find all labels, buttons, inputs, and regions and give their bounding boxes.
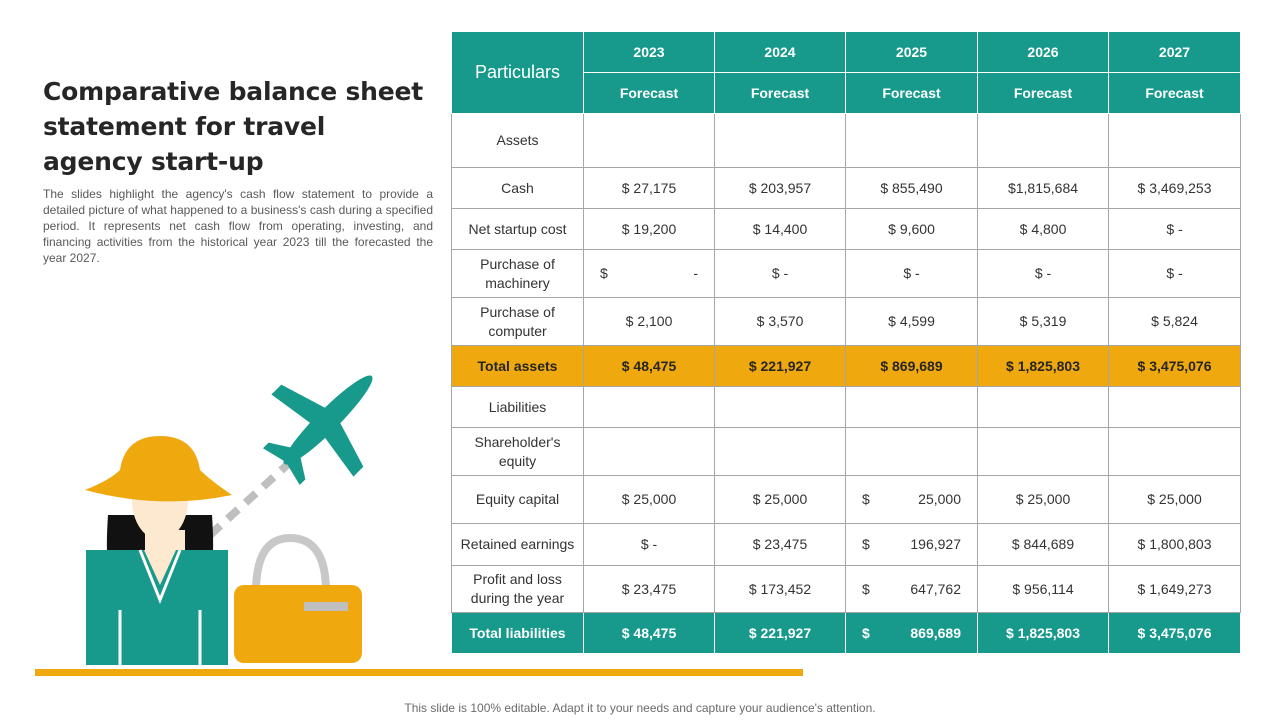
table-cell: $ 23,475 <box>584 566 715 613</box>
table-cell: $ 27,175 <box>584 168 715 209</box>
travel-bag-icon <box>234 538 362 663</box>
table-cell: $ 2,100 <box>584 298 715 346</box>
table-cell: $ - <box>715 250 846 298</box>
forecast-header: Forecast <box>846 73 978 114</box>
decorative-baseline <box>35 669 803 676</box>
table-cell: $ 1,649,273 <box>1109 566 1241 613</box>
table-row-cash <box>452 168 1241 209</box>
table-row-total-assets <box>452 346 1241 387</box>
row-label: Retained earnings <box>452 524 584 566</box>
table-cell <box>846 524 978 566</box>
currency-symbol: $ <box>862 491 870 507</box>
table-cell: $ 4,800 <box>978 209 1109 250</box>
year-header-2024: 2024 <box>715 32 846 73</box>
forecast-header: Forecast <box>978 73 1109 114</box>
table-cell: $ 25,000 <box>1109 476 1241 524</box>
currency-symbol: $ <box>862 624 870 641</box>
currency-symbol: $ <box>600 265 608 281</box>
table-cell: $ 5,319 <box>978 298 1109 346</box>
table-cell: $ - <box>978 250 1109 298</box>
row-label: Purchase of machinery <box>452 250 584 298</box>
table-cell: $ 1,825,803 <box>978 613 1109 654</box>
traveler-woman-icon <box>85 436 232 665</box>
currency-symbol: $ <box>862 580 870 597</box>
table-cell: $ 956,114 <box>978 566 1109 613</box>
particulars-header: Particulars <box>452 32 584 114</box>
table-header-years-row <box>452 32 1241 73</box>
table-cell <box>846 476 978 524</box>
row-label: Equity capital <box>452 476 584 524</box>
slide-title: Comparative balance sheet statement for travel agency start-up <box>43 77 424 176</box>
table-cell: $ 9,600 <box>846 209 978 250</box>
table-cell: $ 48,475 <box>584 613 715 654</box>
row-label: Profit and loss during the year <box>452 566 584 613</box>
cell-value: 647,762 <box>910 580 961 597</box>
cell-value: - <box>693 265 698 281</box>
table-cell: $ 221,927 <box>715 346 846 387</box>
table-cell <box>584 250 715 298</box>
table-row-purchase-machinery <box>452 250 1241 298</box>
table-cell: $ 3,475,076 <box>1109 346 1241 387</box>
row-label: Total assets <box>452 346 584 387</box>
table-cell: $ - <box>1109 250 1241 298</box>
year-header-2026: 2026 <box>978 32 1109 73</box>
table-cell: $ 3,570 <box>715 298 846 346</box>
table-row-equity-capital <box>452 476 1241 524</box>
year-header-2023: 2023 <box>584 32 715 73</box>
table-cell: $ 173,452 <box>715 566 846 613</box>
row-label: Liabilities <box>452 387 584 428</box>
table-cell: $ 203,957 <box>715 168 846 209</box>
table-cell <box>846 566 978 613</box>
table-cell: $ 25,000 <box>978 476 1109 524</box>
table-row-liabilities <box>452 387 1241 428</box>
row-label: Net startup cost <box>452 209 584 250</box>
slide-footer: This slide is 100% editable. Adapt it to your needs and capture your audience's attention. <box>404 701 876 715</box>
year-header-2027: 2027 <box>1109 32 1241 73</box>
slide-description: The slides highlight the agency's cash flow statement to provide a detailed picture of what happened to a business's cash during a specified period. It represents net cash flow from operating, investing, and financing activities from the historical year 2023 till the forecasted the year 2027. <box>43 187 433 265</box>
table-cell: $ 14,400 <box>715 209 846 250</box>
table-cell: $ 3,475,076 <box>1109 613 1241 654</box>
table-row-shareholders-equity <box>452 428 1241 476</box>
table-row-profit-loss <box>452 566 1241 613</box>
forecast-header: Forecast <box>1109 73 1241 114</box>
table-cell: $ 4,599 <box>846 298 978 346</box>
row-label: Purchase of computer <box>452 298 584 346</box>
table-cell: $ 1,825,803 <box>978 346 1109 387</box>
row-label: Shareholder's equity <box>452 428 584 476</box>
table-cell: $ 25,000 <box>715 476 846 524</box>
table-cell: $ 25,000 <box>584 476 715 524</box>
table-row-retained-earnings <box>452 524 1241 566</box>
table-cell <box>846 613 978 654</box>
row-label: Cash <box>452 168 584 209</box>
table-cell: $ 869,689 <box>846 346 978 387</box>
table-cell: $ - <box>846 250 978 298</box>
table-cell: $ 844,689 <box>978 524 1109 566</box>
year-header-2025: 2025 <box>846 32 978 73</box>
table-cell: $ - <box>584 524 715 566</box>
table-cell: $1,815,684 <box>978 168 1109 209</box>
row-label: Total liabilities <box>452 613 584 654</box>
table-cell: $ - <box>1109 209 1241 250</box>
table-row-purchase-computer <box>452 298 1241 346</box>
table-cell: $ 48,475 <box>584 346 715 387</box>
table-cell: $ 3,469,253 <box>1109 168 1241 209</box>
table-cell: $ 1,800,803 <box>1109 524 1241 566</box>
table-row-total-liabilities <box>452 613 1241 654</box>
table-cell: $ 221,927 <box>715 613 846 654</box>
table-cell: $ 19,200 <box>584 209 715 250</box>
table-cell: $ 23,475 <box>715 524 846 566</box>
travel-illustration <box>60 360 390 670</box>
balance-sheet-table <box>451 31 1241 654</box>
forecast-header: Forecast <box>584 73 715 114</box>
table-row-net-startup-cost <box>452 209 1241 250</box>
table-cell: $ 855,490 <box>846 168 978 209</box>
currency-symbol: $ <box>862 536 870 552</box>
row-label: Assets <box>452 114 584 168</box>
cell-value: 25,000 <box>918 491 961 507</box>
cell-value: 196,927 <box>910 536 961 552</box>
cell-value: 869,689 <box>910 624 961 641</box>
forecast-header: Forecast <box>715 73 846 114</box>
table-row-assets <box>452 114 1241 168</box>
table-cell: $ 5,824 <box>1109 298 1241 346</box>
